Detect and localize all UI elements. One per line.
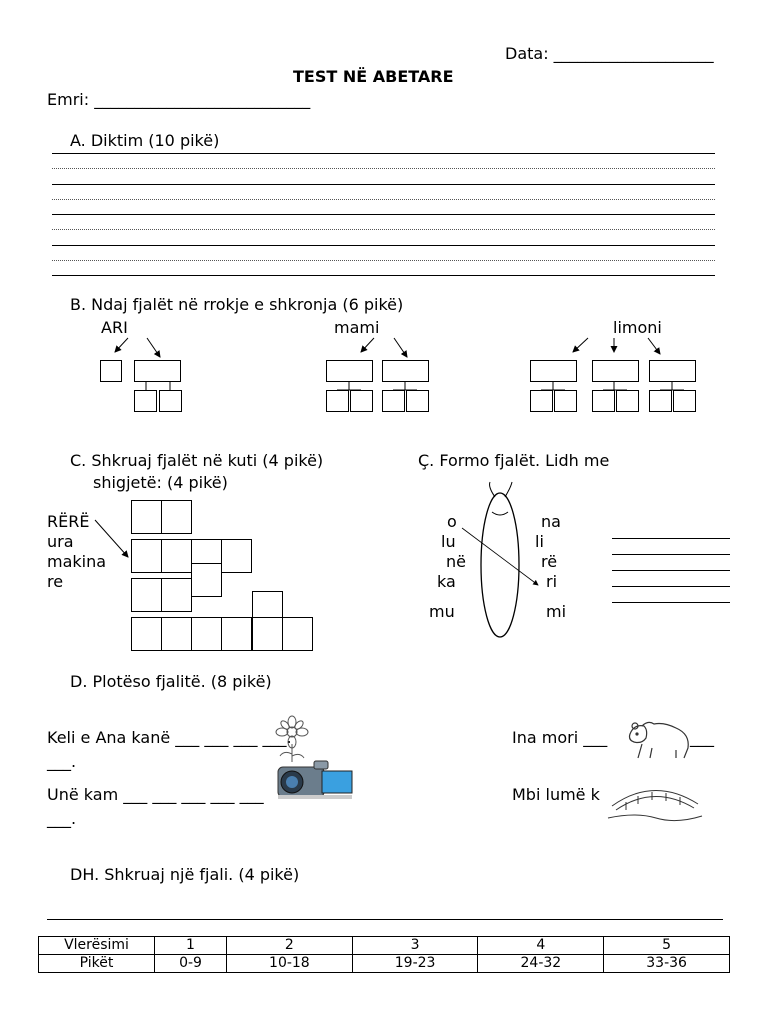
sentence-2-cont[interactable]: ___. [47,809,77,828]
sentence-3[interactable]: Ina mori ___ [512,728,608,747]
section-c-heading: C. Shkruaj fjalët në kuti (4 pikë) [70,451,324,470]
section-cc-heading: Ç. Formo fjalët. Lidh me [418,451,610,470]
section-d-heading: D. Plotëso fjalitë. (8 pikë) [70,672,272,691]
syllable-right[interactable]: na [541,512,561,531]
grading-row-grade [39,937,730,955]
syllable-right[interactable]: ri [546,572,558,591]
answer-line[interactable] [612,586,730,587]
video-camera-icon [274,757,358,805]
syllable-right[interactable]: rë [541,552,558,571]
word-limoni: limoni [613,318,662,337]
crossword-word: RËRË [47,512,90,531]
table-cell: 24-32 [478,955,604,973]
table-cell: 2 [227,937,353,955]
sentence-3-end[interactable]: ___ [690,728,714,747]
syllable-left[interactable]: ka [437,572,456,591]
table-cell: 10-18 [227,955,353,973]
syllable-left[interactable]: lu [441,532,456,551]
answer-line[interactable] [612,602,730,603]
sentence-1-cont[interactable]: ___. [47,752,77,771]
table-cell: 3 [352,937,478,955]
date-label: Data: ____________________ [505,44,714,63]
section-dh-heading: DH. Shkruaj një fjali. (4 pikë) [70,865,300,884]
section-b-heading: B. Ndaj fjalët në rrokje e shkronja (6 pikë) [70,295,404,314]
page-title: TEST NË ABETARE [293,67,454,86]
crossword-word: ura [47,532,74,551]
sentence-1[interactable]: Keli e Ana kanë ___ ___ ___ ___. [47,728,292,747]
bear-icon [622,718,702,760]
table-cell: Vlerësimi [39,937,155,955]
sentence-2[interactable]: Unë kam ___ ___ ___ ___ ___ [47,785,264,804]
word-ari: ARI [101,318,128,337]
bridge-icon [606,780,704,822]
word-mami: mami [334,318,380,337]
sentence-writing-line[interactable] [47,919,723,920]
answer-line[interactable] [612,554,730,555]
syllable-right[interactable]: li [535,532,544,551]
name-label: Emri: ___________________________ [47,90,311,109]
grading-table [38,936,730,973]
section-c-heading-cont: shigjetë: (4 pikë) [93,473,228,492]
table-cell: 19-23 [352,955,478,973]
syllable-left[interactable]: në [446,552,466,571]
table-cell: 5 [604,937,730,955]
table-cell: 0-9 [155,955,227,973]
sentence-4[interactable]: Mbi lumë k [512,785,600,804]
crossword-word: re [47,572,64,591]
grading-row-points [39,955,730,973]
table-cell: 33-36 [604,955,730,973]
crossword-word: makina [47,552,107,571]
syllable-left[interactable]: mu [429,602,455,621]
answer-line[interactable] [612,570,730,571]
table-cell: 4 [478,937,604,955]
syllable-left[interactable]: o [447,512,457,531]
syllable-right[interactable]: mi [546,602,567,621]
section-a-heading: A. Diktim (10 pikë) [70,131,220,150]
answer-line[interactable] [612,538,730,539]
table-cell: 1 [155,937,227,955]
table-cell: Pikët [39,955,155,973]
